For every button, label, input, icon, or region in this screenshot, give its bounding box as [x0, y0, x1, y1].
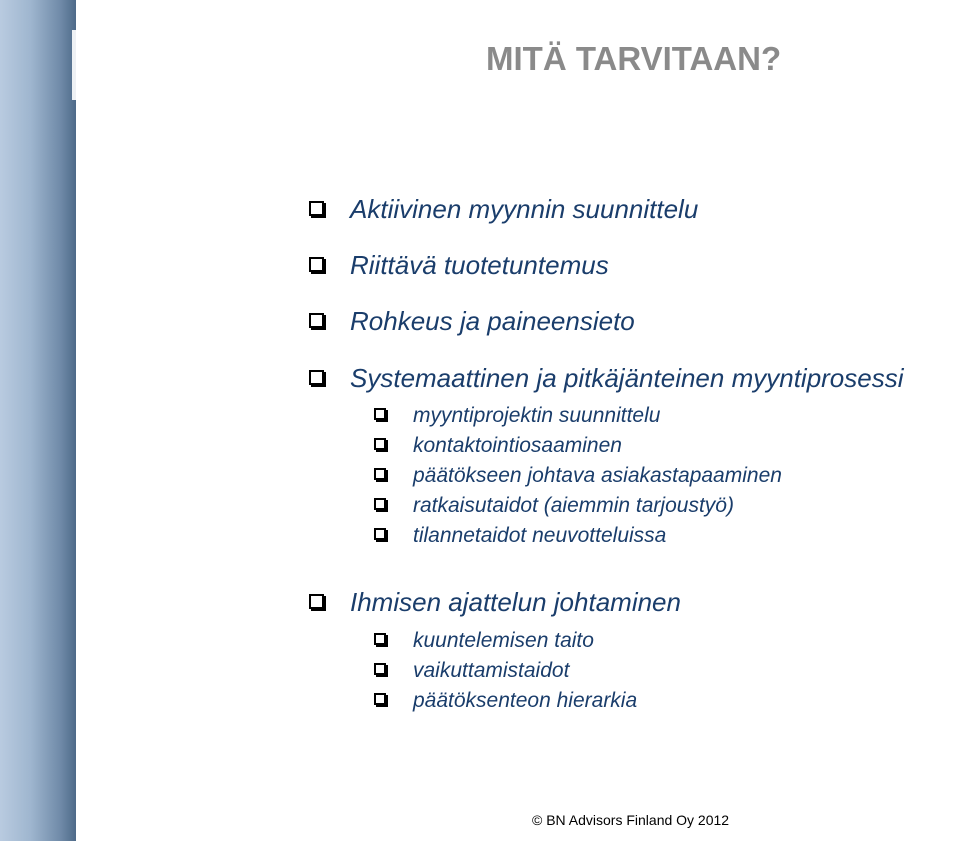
checkbox-bullet-icon	[309, 370, 324, 385]
checkbox-bullet-icon	[374, 528, 386, 540]
sub-list-item-label: vaikuttamistaidot	[413, 659, 570, 682]
list-item	[309, 250, 609, 280]
checkbox-bullet-icon	[309, 257, 324, 272]
sub-list-item	[374, 628, 594, 654]
sub-list-item-label: kuuntelemisen taito	[413, 629, 594, 652]
checkbox-bullet-icon	[374, 633, 386, 645]
checkbox-bullet-icon	[374, 408, 386, 420]
list-item	[309, 363, 904, 393]
checkbox-bullet-icon	[309, 594, 324, 609]
sub-list-item	[374, 523, 666, 549]
sidebar-decoration	[0, 0, 76, 841]
checkbox-bullet-icon	[374, 468, 386, 480]
checkbox-bullet-icon	[374, 663, 386, 675]
list-item-label: Systemaattinen ja pitkäjänteinen myyntiprosessi	[350, 363, 904, 393]
sub-list-item	[374, 433, 622, 459]
list-item-label: Aktiivinen myynnin suunnittelu	[350, 194, 699, 224]
checkbox-bullet-icon	[374, 498, 386, 510]
sub-list-item	[374, 493, 734, 519]
sub-list-item-label: tilannetaidot neuvotteluissa	[413, 524, 667, 547]
checkbox-bullet-icon	[309, 201, 324, 216]
list-item	[309, 194, 698, 224]
sub-list-item	[374, 463, 782, 489]
sub-list-item-label: päätöksenteon hierarkia	[413, 689, 638, 712]
list-item	[309, 587, 681, 617]
list-item-label: Rohkeus ja paineensieto	[350, 306, 635, 336]
sub-list-item	[374, 688, 637, 714]
sub-list-item-label: ratkaisutaidot (aiemmin tarjoustyö)	[413, 494, 734, 517]
list-item-label: Ihmisen ajattelun johtaminen	[350, 587, 681, 617]
sub-list-item	[374, 658, 569, 684]
sub-list-item-label: päätökseen johtava asiakastapaaminen	[413, 464, 782, 487]
list-item	[309, 306, 635, 336]
page-title: MITÄ TARVITAAN?	[486, 40, 782, 77]
checkbox-bullet-icon	[374, 438, 386, 450]
sub-list-item	[374, 403, 660, 429]
sub-list-item-label: kontaktointiosaaminen	[413, 434, 622, 457]
checkbox-bullet-icon	[309, 313, 324, 328]
sub-list-item-label: myyntiprojektin suunnittelu	[413, 404, 661, 427]
list-item-label: Riittävä tuotetuntemus	[350, 250, 609, 280]
copyright-footer: © BN Advisors Finland Oy 2012	[532, 812, 730, 828]
checkbox-bullet-icon	[374, 693, 386, 705]
sidebar-edge-decoration	[72, 30, 76, 100]
